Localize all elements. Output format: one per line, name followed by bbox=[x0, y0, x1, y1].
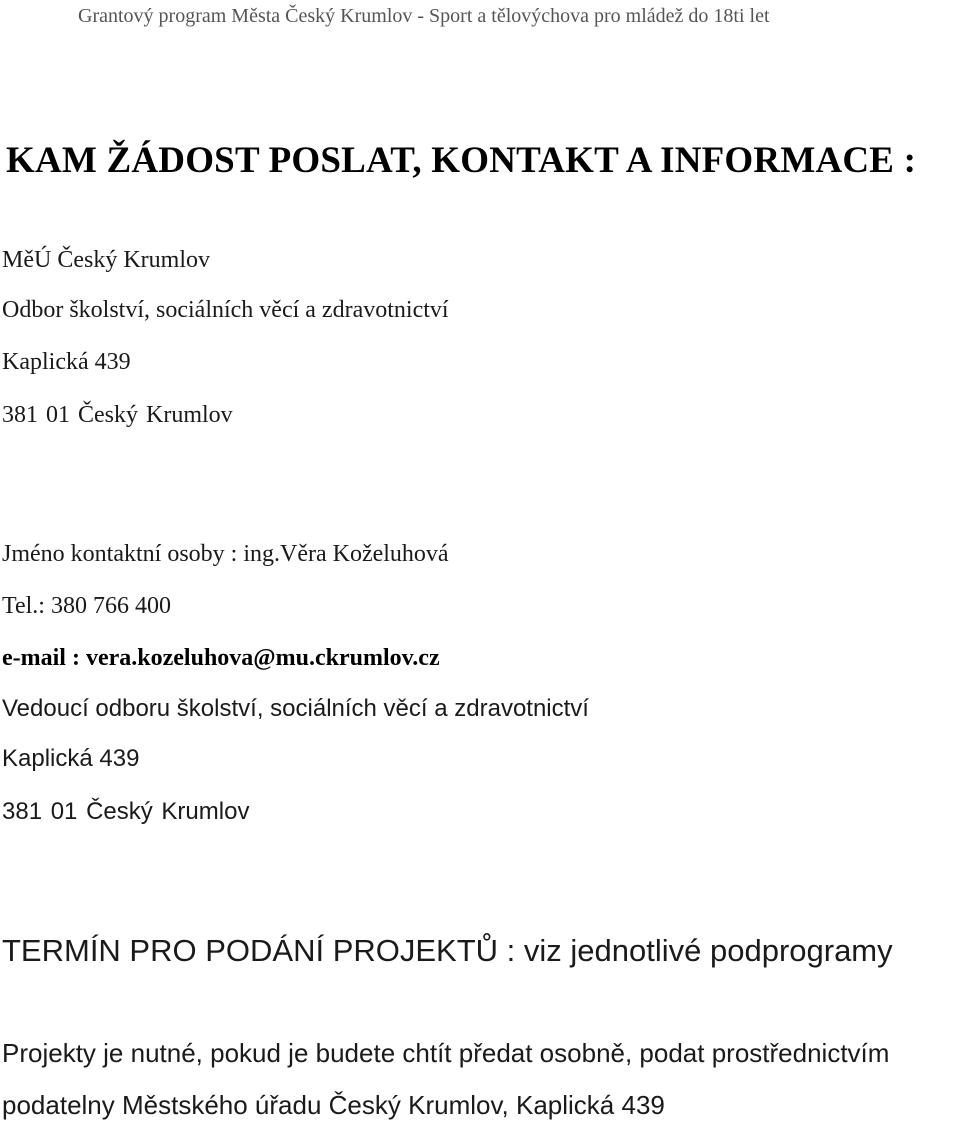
address-street: Kaplická 439 bbox=[2, 349, 131, 375]
head-street: Kaplická 439 bbox=[2, 745, 140, 772]
submission-note-line1: Projekty je nutné, pokud je budete chtít předat osobně, podat prostřednictvím bbox=[2, 1038, 890, 1068]
head-title: Vedoucí odboru školství, sociálních věcí a zdravotnictví bbox=[2, 695, 589, 722]
contact-phone: Tel.: 380 766 400 bbox=[2, 593, 171, 619]
contact-name: Jméno kontaktní osoby : ing.Věra Koželuhová bbox=[2, 541, 449, 567]
submission-note-line2: podatelny Městského úřadu Český Krumlov, Kaplická 439 bbox=[2, 1090, 665, 1120]
address-city: 381 01 Český Krumlov bbox=[2, 402, 233, 428]
address-office: MěÚ Český Krumlov bbox=[2, 247, 210, 273]
address-department: Odbor školství, sociálních věcí a zdravotnictví bbox=[2, 297, 449, 323]
page-title: KAM ŽÁDOST POSLAT, KONTAKT A INFORMACE : bbox=[6, 140, 917, 181]
head-city: 381 01 Český Krumlov bbox=[2, 798, 250, 825]
contact-email: e-mail : vera.kozeluhova@mu.ckrumlov.cz bbox=[2, 645, 440, 671]
running-header: Grantový program Města Český Krumlov - Sport a tělovýchova pro mládež do 18ti let bbox=[78, 5, 770, 27]
submission-deadline: TERMÍN PRO PODÁNÍ PROJEKTŮ : viz jednotlivé podprogramy bbox=[2, 933, 893, 968]
